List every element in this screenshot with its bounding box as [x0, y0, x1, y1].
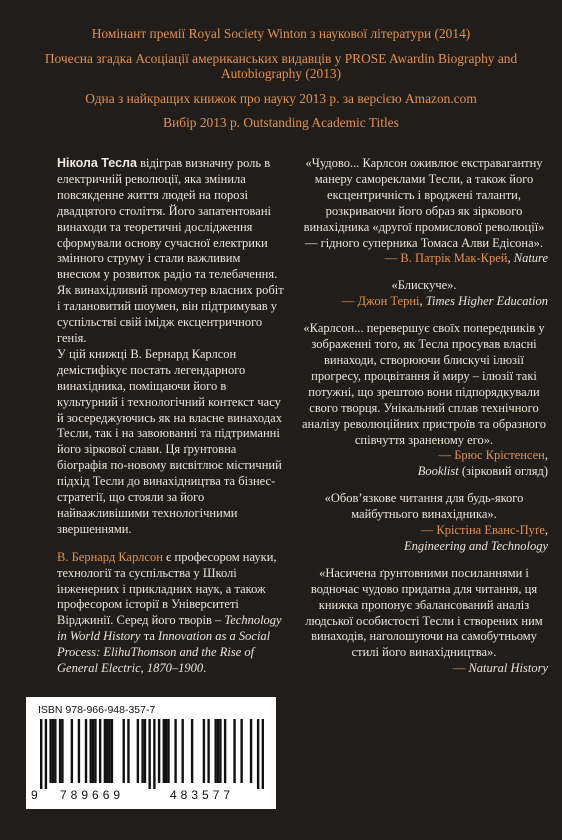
- barcode-bar: [106, 719, 108, 783]
- barcode-bar: [111, 719, 113, 783]
- barcode-bar: [127, 719, 129, 783]
- quote-text: «Обов’язкове читання для будь-якого майбутнього винахідника».: [324, 491, 524, 522]
- barcode-digits-group-1: 789669: [60, 788, 125, 802]
- description-p1-text: відіграв визначну роль в електричній революції, яка змінила повсякденне життя людей на порозі двадцятого століття. Його запатентовані винаходи та теоретичні дослідження сформували основу сучасної електрики змінного струму і стали важливим внеском у розвиток радіо та телебачення. Як винахідливий промоутер власних робіт і талановитий шоумен, він підтримував у суспільстві свій імідж ексцентричного генія.: [57, 156, 284, 345]
- barcode-bar: [240, 719, 242, 783]
- quote-text: «Карлсон... перевершує своїх попередників у зображенні того, як Тесла просував власні винаходи, створюючи блискучі ілюзії прогресу, процвітання й миру – ілюзії такі потужні, що зрештою вони підпорядкували свого творця. Унікальний сплав технічного аналізу революційних пристроїв та образного співчуття зраненому его».: [302, 321, 546, 447]
- quote-publication: Booklist: [417, 464, 459, 479]
- quote-source: [300, 661, 548, 677]
- quote-dash: —: [452, 661, 469, 676]
- barcode-box: [26, 697, 276, 809]
- author-bio: [57, 550, 285, 677]
- quote-item: [300, 321, 548, 480]
- quote-dash: —: [438, 448, 455, 463]
- barcode-bar: [163, 719, 165, 783]
- barcode-bar: [167, 719, 169, 783]
- barcode-bar: [214, 719, 216, 783]
- quote-publication: Engineering and Technology: [404, 538, 548, 553]
- quote-source: [300, 523, 548, 555]
- quote-note: (зірковий огляд): [458, 464, 548, 479]
- author-work-1: Technology in World History: [57, 613, 282, 644]
- barcode-digits-group-2: 483577: [170, 788, 235, 802]
- award-amazon: Одна з найкращих книжок про науку 2013 р. за версією Amazon.com: [85, 90, 477, 106]
- barcode-bar: [224, 719, 226, 783]
- quote-dash: —: [341, 294, 358, 309]
- quote-separator: ,: [507, 251, 514, 266]
- barcode-bar: [217, 719, 219, 783]
- barcode-bar: [40, 719, 42, 789]
- description-paragraph-2: У цій книжці В. Бернард Карлсон демістифікує постать легендарного винахідника, поміщаючи його в культурний і технологічний контекст часу й зосереджуючись як на власне винаходах Тесли, так і на завоюванні та підтриманні його зіркової слави. Ця ґрунтовна біографія по-новому висвітлює містичний підхід Тесли до винахідництва та бізнес-стратегії, що стояли за його найважливішими технологічними звершеннями.: [57, 346, 282, 536]
- quote-author: Джон Терні: [357, 294, 420, 309]
- lead-name: Нікола Тесла: [57, 156, 137, 170]
- barcode-bar: [181, 719, 183, 783]
- author-bio-text: є професором науки, технології та суспільства у Школі інженерних і прикладних наук, а також професором історії в Університеті Вірджинії. Серед його творів –: [57, 549, 277, 628]
- barcode-bar: [59, 719, 61, 783]
- barcode-bar: [153, 719, 155, 789]
- barcode-bar: [71, 719, 73, 783]
- barcode-bar: [219, 719, 221, 783]
- isbn-label: ISBN 978-966-948-357-7: [38, 704, 156, 716]
- barcode-bars: [40, 719, 264, 789]
- quote-item: [300, 156, 548, 267]
- quote-source: [300, 448, 548, 480]
- barcode-bar: [257, 719, 259, 789]
- quote-separator: ,: [544, 523, 548, 538]
- barcode-bar: [99, 719, 101, 783]
- author-work-connector: та: [140, 629, 158, 644]
- barcode-bar: [207, 719, 209, 783]
- barcode-bar: [158, 719, 160, 783]
- description-paragraph-1: [57, 156, 285, 347]
- author-work-2: Innovation as a Social Process: ElihuThomson and the Rise of General Electric, 1870–1900: [57, 629, 271, 676]
- quote-author: Брюс Крістенсен: [454, 448, 545, 463]
- barcode-bar: [104, 719, 106, 783]
- barcode-bar: [85, 719, 87, 783]
- barcode-bar: [92, 719, 94, 783]
- quote-separator: ,: [544, 448, 548, 463]
- award-prose: Почесна згадка Асоціації американських видавців у PROSE Awardin Biography and Autobiography (2013): [44, 50, 518, 81]
- quote-source: [300, 294, 548, 310]
- quote-publication: Nature: [513, 251, 548, 266]
- barcode-bar: [165, 719, 167, 783]
- barcode-bar: [191, 719, 193, 783]
- barcode-bar: [141, 719, 143, 783]
- barcode-bar: [250, 719, 252, 783]
- awards-section: [20, 26, 542, 131]
- quote-source: [300, 251, 548, 267]
- quote-text: «Блискуче».: [391, 278, 457, 293]
- quote-item: [300, 566, 548, 677]
- barcode-bar: [90, 719, 92, 783]
- quote-publication: Times Higher Education: [425, 294, 548, 309]
- barcode-bar: [94, 719, 96, 783]
- quotes-column: [300, 156, 548, 688]
- barcode-bar: [148, 719, 150, 789]
- barcode-bar: [45, 719, 47, 789]
- quote-text: «Насичена ґрунтовними посиланнями і водночас чудово придатна для читання, ця книжка пропонує збалансований аналіз людської особистості Тесли і створених ним винаходів, наголошуючи на самобутньому стилі його винахідництва».: [305, 565, 543, 660]
- quote-item: [300, 491, 548, 555]
- author-bio-name: В. Бернард Карлсон: [57, 549, 163, 564]
- barcode-bar: [144, 719, 146, 783]
- quote-item: [300, 278, 548, 310]
- barcode-bar: [54, 719, 56, 783]
- quote-text: «Чудово... Карлсон оживлює екстравагантну манеру самореклами Тесли, а також його ексцентричність і вроджені таланти, розкриваючи його образ як зіркового винахідника «другої промислової революції» — гідного суперника Томаса Алви Едісона».: [303, 156, 545, 250]
- barcode-digits: [26, 788, 276, 804]
- barcode-bar: [233, 719, 235, 783]
- quote-publication: Natural History: [468, 661, 548, 676]
- barcode-bar: [137, 719, 139, 783]
- award-academic-titles: Вибір 2013 р. Outstanding Academic Titles: [163, 115, 399, 130]
- barcode-bar: [61, 719, 63, 783]
- quote-dash: —: [384, 251, 401, 266]
- barcode-bar: [123, 719, 125, 783]
- barcode-bar: [52, 719, 54, 783]
- barcode-bar: [262, 719, 264, 789]
- barcode-bar: [174, 719, 176, 783]
- description-column: [57, 156, 285, 677]
- barcode-bar: [108, 719, 110, 783]
- barcode-digit-first: 9: [31, 788, 38, 802]
- quote-separator: ,: [419, 294, 426, 309]
- award-winton: Номінант премії Royal Society Winton з наукової літератури (2014): [91, 26, 471, 41]
- quote-dash: —: [420, 523, 437, 538]
- barcode-bar: [49, 719, 51, 783]
- quote-author: Крістіна Еванс-Пуґе: [436, 523, 545, 538]
- barcode-bar: [203, 719, 205, 783]
- author-bio-end: .: [203, 661, 207, 676]
- barcode-bar: [78, 719, 80, 783]
- quote-author: В. Патрік Мак-Крей: [400, 251, 508, 266]
